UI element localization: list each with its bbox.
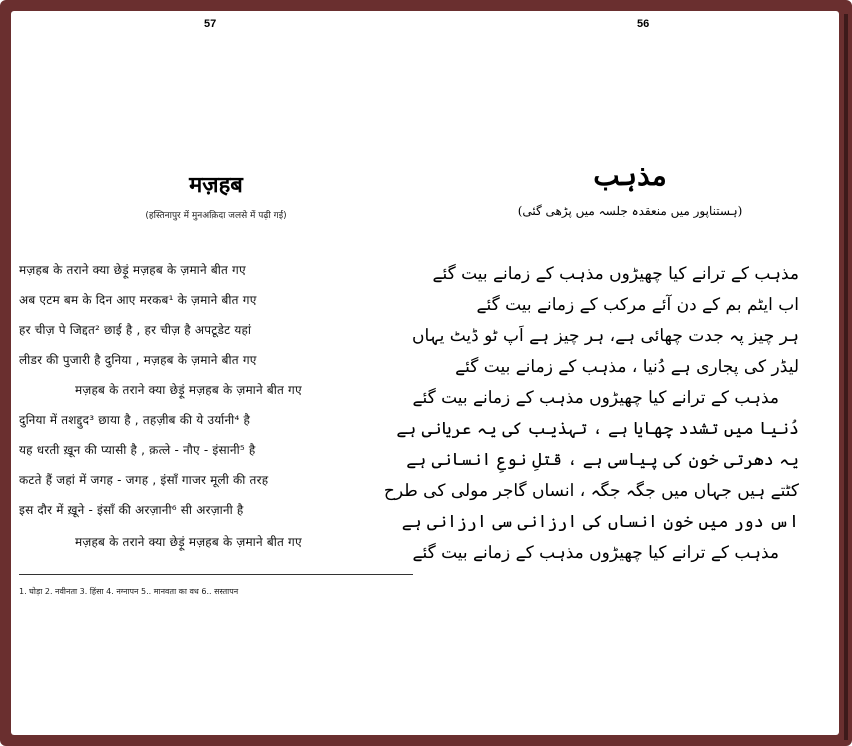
page-number: 56 <box>637 18 650 30</box>
poem-refrain: मज़हब के तराने क्या छेड़ूं मज़हब के ज़माने बीत गए <box>75 383 302 397</box>
frame-shadow <box>844 14 848 740</box>
book-spread <box>11 11 839 735</box>
poem-line: کٹتے ہیں جہاں میں جگہ جگہ ، انساں گاجر مولی کی طرح <box>383 481 799 501</box>
poem-line: मज़हब के तराने क्या छेड़ूं मज़हब के ज़माने बीत गए <box>19 263 246 277</box>
poem-refrain: مذہب کے ترانے کیا چھیڑوں مذہب کے زمانے بیت گئے <box>412 543 779 563</box>
poem-line: دُنیا میں تشدد چھایا ہے ، تہذیب کی یہ عریانی ہے <box>396 419 799 439</box>
poem-line: اس دور میں خونِ انساں کی ارزانی سی ارزانی ہے <box>401 512 799 532</box>
poem-title: مذہب <box>593 159 667 192</box>
poem-subtitle: (हस्तिनापुर में मुनअक़िदा जलसे में पढ़ी गई) <box>145 211 287 221</box>
footnotes: 1. घोड़ा 2. नवीनता 3. हिंसा 4. नग्नापन 5.. मानवता का वध 6.. सस्तापन <box>19 587 239 596</box>
left-page <box>11 11 421 735</box>
poem-line: لیڈر کی پجاری ہے دُنیا ، مذہب کے زمانے بیت گئے <box>455 357 799 377</box>
poem-line: अब एटम बम के दिन आए मरकब¹ के ज़माने बीत गए <box>19 293 257 307</box>
poem-line: यह धरती ख़ून की प्यासी है , क़त्ले - नौए - इंसानी⁵ है <box>19 443 256 457</box>
poem-line: लीडर की पुजारी है दुनिया , मज़हब के ज़माने बीत गए <box>19 353 257 367</box>
poem-line: दुनिया में तशद्दुद³ छाया है , तहज़ीब की ये उर्यानी⁴ है <box>19 413 251 427</box>
poem-refrain: مذہب کے ترانے کیا چھیڑوں مذہب کے زمانے بیت گئے <box>412 388 779 408</box>
poem-line: हर चीज़ पे जिद्दत² छाई है , हर चीज़ है अपटूडेट यहां <box>19 323 252 337</box>
poem-line: ہر چیز پہ جدت چھائی ہے، ہر چیز ہے اَپ ٹو ڈیٹ یہاں <box>411 326 799 346</box>
poem-line: مذہب کے ترانے کیا چھیڑوں مذہب کے زمانے بیت گئے <box>432 264 799 284</box>
poem-line: कटते हैं जहां में जगह - जगह , इंसाँ गाजर मूली की तरह <box>19 473 269 487</box>
page-number: 57 <box>204 18 217 30</box>
poem-line: یہ دھرتی خون کی پیاسی ہے ، قتلِ نوعِ انسانی ہے <box>406 450 799 470</box>
poem-line: इस दौर में ख़ूने - इंसाँ की अरज़ानी⁶ सी अरज़ानी है <box>19 503 244 517</box>
poem-refrain: मज़हब के तराने क्या छेड़ूं मज़हब के ज़माने बीत गए <box>75 535 302 549</box>
poem-title: मज़हब <box>189 173 243 198</box>
poem-subtitle: (ہستناپور میں منعقدہ جلسہ میں پڑھی گئی) <box>517 204 743 218</box>
right-page <box>383 11 839 735</box>
poem-line: اب ایٹم بم کے دن آئے مرکب کے زمانے بیت گئے <box>476 295 799 315</box>
footnote-divider <box>19 574 413 575</box>
